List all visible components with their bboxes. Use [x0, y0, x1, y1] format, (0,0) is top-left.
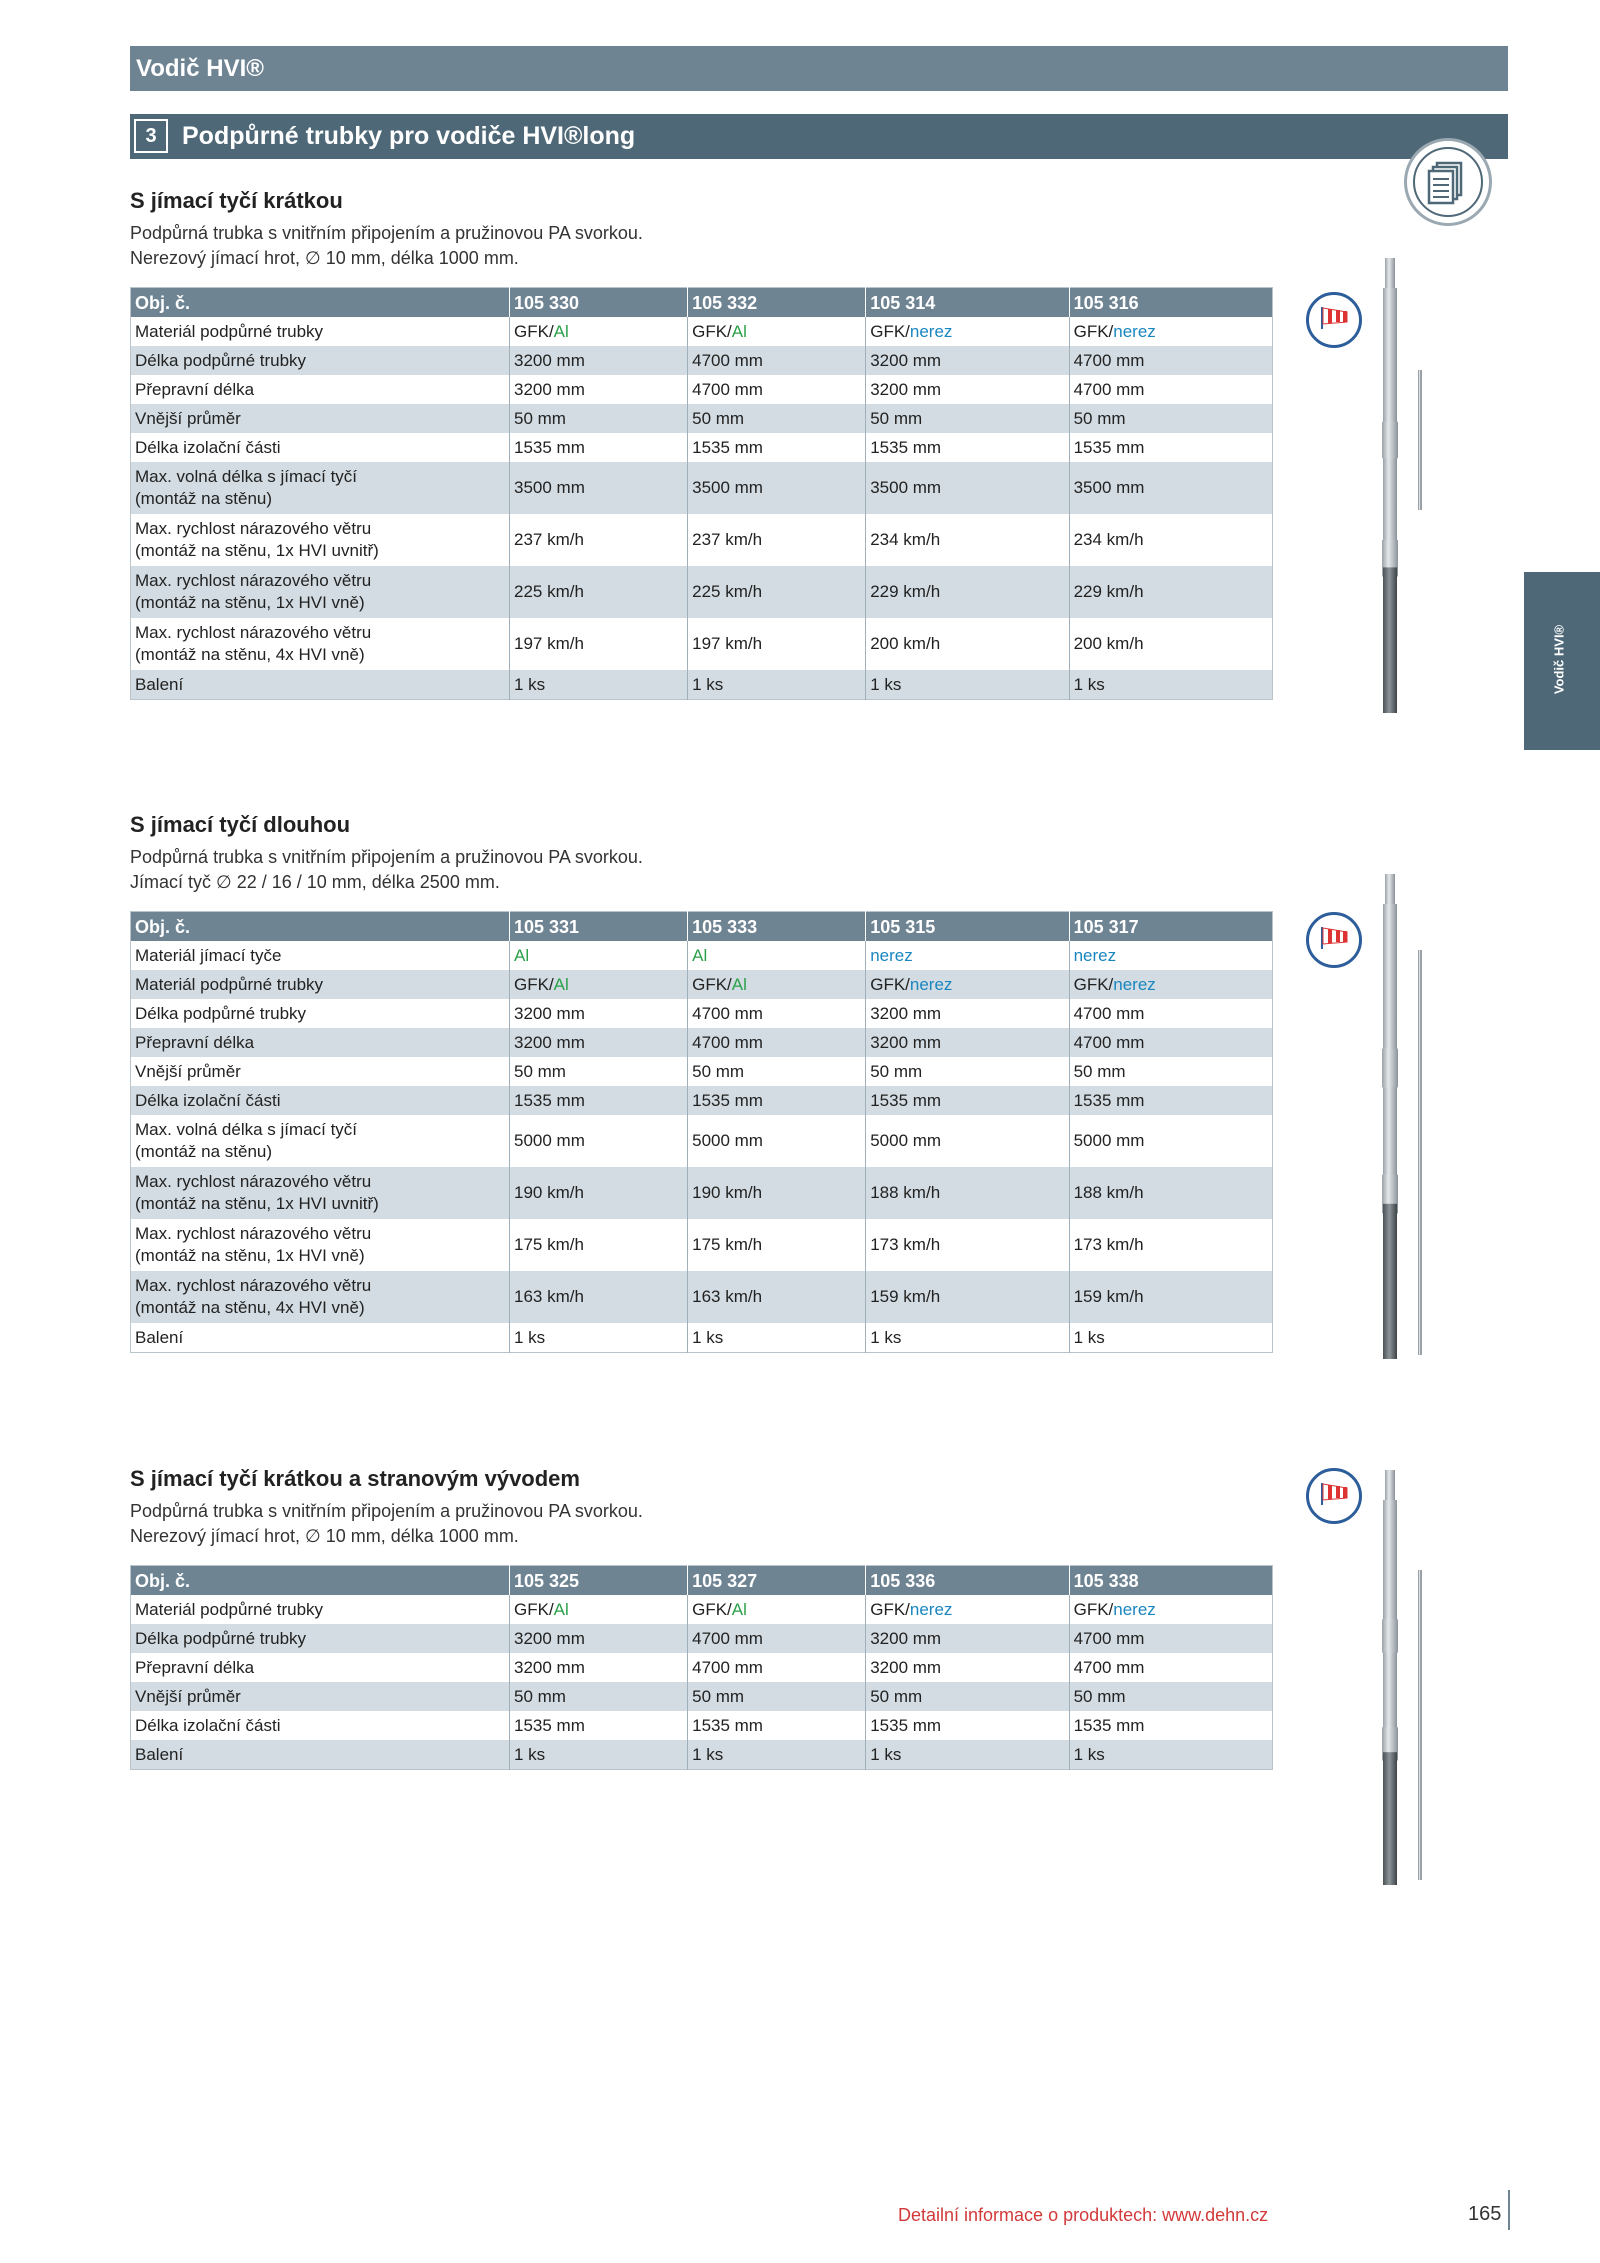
- description-line: Nerezový jímací hrot, ∅ 10 mm, délka 1000 mm.: [130, 248, 519, 268]
- air-termination-rod-photo: [1416, 1570, 1424, 1885]
- row-label: [131, 1323, 510, 1353]
- row-label-line: Materiál jímací tyče: [135, 945, 282, 965]
- windsock-icon: [1306, 292, 1362, 348]
- table-cell: [510, 1595, 688, 1624]
- material-value: Al: [731, 974, 747, 994]
- table-cell: 1535 mm: [510, 1086, 688, 1115]
- table-cell: 173 km/h: [866, 1219, 1069, 1271]
- spec-table: [130, 287, 1273, 700]
- table-cell: [1069, 1595, 1272, 1624]
- table-cell: 229 km/h: [866, 566, 1069, 618]
- table-cell: 1 ks: [510, 1323, 688, 1353]
- row-label: [131, 1740, 510, 1770]
- row-label: [131, 618, 510, 670]
- table-cell: 3200 mm: [510, 1624, 688, 1653]
- table-cell: 4700 mm: [688, 1028, 866, 1057]
- table-row: [131, 970, 1273, 999]
- air-termination-rod-photo: [1416, 950, 1424, 1360]
- table-cell: 237 km/h: [688, 514, 866, 566]
- table-cell: 3200 mm: [866, 999, 1069, 1028]
- table-cell: 1 ks: [866, 1323, 1069, 1353]
- material-prefix: GFK/: [692, 321, 732, 341]
- table-cell: 5000 mm: [688, 1115, 866, 1167]
- table-cell: 50 mm: [510, 404, 688, 433]
- table-cell: 4700 mm: [1069, 1028, 1272, 1057]
- table-cell: 159 km/h: [1069, 1271, 1272, 1323]
- column-header-order-number: 105 330: [510, 288, 688, 318]
- table-cell: 4700 mm: [1069, 375, 1272, 404]
- table-row: [131, 1682, 1273, 1711]
- windsock-icon: [1306, 912, 1362, 968]
- table-cell: 1535 mm: [688, 433, 866, 462]
- column-header-label: Obj. č.: [131, 1566, 510, 1596]
- column-header-order-number: 105 332: [688, 288, 866, 318]
- material-prefix: GFK/: [870, 321, 910, 341]
- table-cell: 163 km/h: [688, 1271, 866, 1323]
- table-cell: [866, 317, 1069, 346]
- row-label: [131, 375, 510, 404]
- table-row: [131, 317, 1273, 346]
- row-label-line: Vnější průměr: [135, 1061, 241, 1081]
- material-value: nerez: [909, 321, 953, 341]
- row-label-line: Materiál podpůrné trubky: [135, 321, 324, 341]
- table-row: [131, 1323, 1273, 1353]
- row-label: [131, 1115, 510, 1167]
- table-cell: 1535 mm: [866, 1086, 1069, 1115]
- row-label-line: Balení: [135, 1327, 184, 1347]
- table-row: [131, 618, 1273, 670]
- table-cell: 4700 mm: [688, 1653, 866, 1682]
- table-cell: [1069, 317, 1272, 346]
- section-number: 3: [134, 119, 168, 153]
- table-cell: 163 km/h: [510, 1271, 688, 1323]
- block-description: [130, 845, 643, 895]
- row-label-line: Délka podpůrné trubky: [135, 1628, 307, 1648]
- table-row: [131, 1167, 1273, 1219]
- row-label: [131, 1624, 510, 1653]
- table-row: [131, 462, 1273, 514]
- table-cell: 50 mm: [866, 1057, 1069, 1086]
- material-prefix: GFK/: [870, 974, 910, 994]
- table-cell: 225 km/h: [688, 566, 866, 618]
- block-description: [130, 221, 643, 271]
- page-number: 165: [1468, 2203, 1502, 2225]
- table-cell: 3200 mm: [510, 346, 688, 375]
- row-label: [131, 1219, 510, 1271]
- table-cell: 1535 mm: [510, 1711, 688, 1740]
- row-label-line: (montáž na stěnu): [135, 489, 273, 508]
- table-cell: [510, 941, 688, 970]
- material-value: nerez: [909, 1599, 953, 1619]
- row-label: [131, 346, 510, 375]
- row-label-line: (montáž na stěnu, 1x HVI vně): [135, 593, 365, 612]
- table-row: [131, 1028, 1273, 1057]
- material-value: nerez: [1113, 974, 1156, 994]
- column-header-order-number: 105 338: [1069, 1566, 1272, 1596]
- table-cell: 50 mm: [688, 1057, 866, 1086]
- table-cell: 50 mm: [510, 1682, 688, 1711]
- table-row: [131, 566, 1273, 618]
- table-cell: 3200 mm: [510, 999, 688, 1028]
- table-cell: 229 km/h: [1069, 566, 1272, 618]
- table-row: [131, 670, 1273, 700]
- table-cell: 1 ks: [510, 1740, 688, 1770]
- product-photo: [1376, 258, 1406, 718]
- material-value: nerez: [909, 974, 953, 994]
- table-cell: 50 mm: [866, 1682, 1069, 1711]
- product-photo: [1376, 874, 1406, 1364]
- table-cell: 1535 mm: [1069, 433, 1272, 462]
- table-row: [131, 1595, 1273, 1624]
- column-header-order-number: 105 316: [1069, 288, 1272, 318]
- table-cell: 4700 mm: [688, 999, 866, 1028]
- table-cell: 1 ks: [688, 670, 866, 700]
- page-number-divider: [1508, 2190, 1510, 2230]
- material-prefix: GFK/: [870, 1599, 910, 1619]
- row-label-line: Délka podpůrné trubky: [135, 350, 307, 370]
- row-label: [131, 1653, 510, 1682]
- documents-icon[interactable]: [1404, 138, 1492, 226]
- material-value: nerez: [1113, 1599, 1156, 1619]
- description-line: Podpůrná trubka s vnitřním připojením a pružinovou PA svorkou.: [130, 847, 643, 867]
- material-prefix: GFK/: [514, 974, 554, 994]
- material-value: Al: [692, 945, 708, 965]
- description-line: Podpůrná trubka s vnitřním připojením a pružinovou PA svorkou.: [130, 223, 643, 243]
- table-cell: [510, 970, 688, 999]
- table-cell: 50 mm: [510, 1057, 688, 1086]
- table-cell: 1535 mm: [688, 1086, 866, 1115]
- row-label: [131, 1682, 510, 1711]
- table-row: [131, 1086, 1273, 1115]
- table-cell: [688, 317, 866, 346]
- row-label-line: Délka izolační části: [135, 437, 281, 457]
- table-cell: 5000 mm: [1069, 1115, 1272, 1167]
- block-title: S jímací tyčí krátkou: [130, 188, 343, 213]
- row-label: [131, 462, 510, 514]
- table-cell: 50 mm: [1069, 1682, 1272, 1711]
- row-label-line: Max. rychlost nárazového větru: [135, 1224, 372, 1243]
- material-value: Al: [553, 1599, 569, 1619]
- description-line: Nerezový jímací hrot, ∅ 10 mm, délka 1000 mm.: [130, 1526, 519, 1546]
- table-cell: 3200 mm: [510, 1653, 688, 1682]
- row-label-line: Délka podpůrné trubky: [135, 1003, 307, 1023]
- side-tab-label: Vodič HVI®: [1551, 624, 1567, 695]
- table-cell: 200 km/h: [866, 618, 1069, 670]
- column-header-order-number: 105 331: [510, 912, 688, 942]
- table-cell: 3200 mm: [510, 375, 688, 404]
- spec-table: [130, 1565, 1273, 1770]
- table-cell: 50 mm: [1069, 1057, 1272, 1086]
- row-label: [131, 1028, 510, 1057]
- table-cell: 225 km/h: [510, 566, 688, 618]
- product-photo: [1376, 1470, 1406, 1890]
- material-prefix: GFK/: [1073, 321, 1114, 341]
- table-cell: 175 km/h: [510, 1219, 688, 1271]
- page-header-title: Vodič HVI®: [136, 55, 264, 82]
- block-title: S jímací tyčí krátkou a stranovým vývodem: [130, 1466, 580, 1491]
- row-label: [131, 670, 510, 700]
- row-label-line: (montáž na stěnu, 1x HVI uvnitř): [135, 1194, 379, 1213]
- table-cell: 188 km/h: [866, 1167, 1069, 1219]
- row-label: [131, 566, 510, 618]
- section-title: Podpůrné trubky pro vodiče HVI®long: [182, 122, 636, 150]
- table-cell: 50 mm: [1069, 404, 1272, 433]
- windsock-icon: [1306, 1468, 1362, 1524]
- row-label: [131, 1595, 510, 1624]
- table-cell: 5000 mm: [510, 1115, 688, 1167]
- block-title: S jímací tyčí dlouhou: [130, 812, 351, 837]
- row-label: [131, 1057, 510, 1086]
- table-cell: [1069, 941, 1272, 970]
- spec-table: [130, 911, 1273, 1353]
- air-termination-rod-photo: [1416, 370, 1424, 515]
- table-cell: 1 ks: [866, 1740, 1069, 1770]
- row-label-line: Přepravní délka: [135, 1657, 255, 1677]
- table-cell: [510, 317, 688, 346]
- material-value: nerez: [1073, 945, 1117, 965]
- table-row: [131, 346, 1273, 375]
- row-label-line: Max. rychlost nárazového větru: [135, 1172, 372, 1191]
- column-header-label: Obj. č.: [131, 912, 510, 942]
- table-cell: 4700 mm: [688, 375, 866, 404]
- table-cell: 1535 mm: [1069, 1086, 1272, 1115]
- table-cell: 3200 mm: [866, 1653, 1069, 1682]
- material-value: Al: [553, 321, 569, 341]
- table-cell: 1 ks: [1069, 1740, 1272, 1770]
- side-tab[interactable]: [1524, 572, 1600, 750]
- row-label-line: Délka izolační části: [135, 1715, 281, 1735]
- row-label-line: Max. volná délka s jímací tyčí: [135, 467, 358, 486]
- row-label-line: Vnější průměr: [135, 408, 241, 428]
- table-cell: 237 km/h: [510, 514, 688, 566]
- row-label-line: Přepravní délka: [135, 1032, 255, 1052]
- table-cell: 5000 mm: [866, 1115, 1069, 1167]
- row-label-line: (montáž na stěnu): [135, 1142, 273, 1161]
- column-header-order-number: 105 325: [510, 1566, 688, 1596]
- description-line: Podpůrná trubka s vnitřním připojením a pružinovou PA svorkou.: [130, 1501, 643, 1521]
- table-cell: 3500 mm: [866, 462, 1069, 514]
- table-cell: [866, 941, 1069, 970]
- row-label-line: Délka izolační části: [135, 1090, 281, 1110]
- column-header-order-number: 105 315: [866, 912, 1069, 942]
- table-cell: 197 km/h: [688, 618, 866, 670]
- table-cell: 3200 mm: [510, 1028, 688, 1057]
- table-cell: 234 km/h: [1069, 514, 1272, 566]
- table-cell: 175 km/h: [688, 1219, 866, 1271]
- row-label-line: Materiál podpůrné trubky: [135, 974, 324, 994]
- table-cell: 1 ks: [1069, 670, 1272, 700]
- table-cell: 3200 mm: [866, 375, 1069, 404]
- table-cell: 50 mm: [688, 404, 866, 433]
- table-row: [131, 1740, 1273, 1770]
- column-header-order-number: 105 336: [866, 1566, 1069, 1596]
- material-value: Al: [553, 974, 569, 994]
- table-cell: 3200 mm: [866, 1028, 1069, 1057]
- footer-link[interactable]: Detailní informace o produktech: www.dehn.cz: [898, 2205, 1269, 2225]
- row-label-line: Max. volná délka s jímací tyčí: [135, 1120, 358, 1139]
- column-header-order-number: 105 314: [866, 288, 1069, 318]
- column-header-order-number: 105 317: [1069, 912, 1272, 942]
- table-cell: 3500 mm: [510, 462, 688, 514]
- row-label-line: Balení: [135, 674, 184, 694]
- table-cell: 4700 mm: [1069, 346, 1272, 375]
- column-header-label: Obj. č.: [131, 288, 510, 318]
- table-cell: 50 mm: [688, 1682, 866, 1711]
- material-value: nerez: [870, 945, 913, 965]
- table-row: [131, 1115, 1273, 1167]
- row-label: [131, 1086, 510, 1115]
- row-label: [131, 1711, 510, 1740]
- material-value: nerez: [1113, 321, 1156, 341]
- table-header-row: [131, 288, 1273, 318]
- table-cell: 1 ks: [688, 1740, 866, 1770]
- table-cell: 4700 mm: [688, 1624, 866, 1653]
- table-row: [131, 375, 1273, 404]
- table-row: [131, 1624, 1273, 1653]
- table-cell: 4700 mm: [1069, 1653, 1272, 1682]
- table-cell: 190 km/h: [688, 1167, 866, 1219]
- material-prefix: GFK/: [514, 321, 554, 341]
- row-label: [131, 514, 510, 566]
- row-label-line: (montáž na stěnu, 1x HVI vně): [135, 1246, 365, 1265]
- row-label: [131, 970, 510, 999]
- table-row: [131, 1219, 1273, 1271]
- row-label-line: Materiál podpůrné trubky: [135, 1599, 324, 1619]
- table-cell: 1 ks: [688, 1323, 866, 1353]
- row-label-line: (montáž na stěnu, 1x HVI uvnitř): [135, 541, 379, 560]
- table-cell: [1069, 970, 1272, 999]
- table-row: [131, 1271, 1273, 1323]
- table-cell: 1 ks: [510, 670, 688, 700]
- table-row: [131, 999, 1273, 1028]
- material-value: Al: [731, 321, 747, 341]
- table-cell: [866, 1595, 1069, 1624]
- material-prefix: GFK/: [514, 1599, 554, 1619]
- material-prefix: GFK/: [692, 974, 732, 994]
- table-cell: 4700 mm: [688, 346, 866, 375]
- table-row: [131, 433, 1273, 462]
- description-line: Jímací tyč ∅ 22 / 16 / 10 mm, délka 2500 mm.: [130, 872, 500, 892]
- table-cell: 3200 mm: [866, 346, 1069, 375]
- row-label-line: Max. rychlost nárazového větru: [135, 1276, 372, 1295]
- row-label-line: Balení: [135, 1744, 184, 1764]
- table-cell: 1535 mm: [866, 433, 1069, 462]
- table-cell: 190 km/h: [510, 1167, 688, 1219]
- table-cell: 3500 mm: [1069, 462, 1272, 514]
- table-cell: 234 km/h: [866, 514, 1069, 566]
- table-cell: 3500 mm: [688, 462, 866, 514]
- table-cell: 197 km/h: [510, 618, 688, 670]
- table-cell: 1535 mm: [866, 1711, 1069, 1740]
- row-label-line: (montáž na stěnu, 4x HVI vně): [135, 1298, 365, 1317]
- material-prefix: GFK/: [1073, 1599, 1114, 1619]
- table-cell: 4700 mm: [1069, 1624, 1272, 1653]
- row-label: [131, 999, 510, 1028]
- table-cell: [866, 970, 1069, 999]
- row-label: [131, 941, 510, 970]
- row-label: [131, 433, 510, 462]
- table-header-row: [131, 912, 1273, 942]
- table-row: [131, 404, 1273, 433]
- column-header-order-number: 105 333: [688, 912, 866, 942]
- table-cell: 1 ks: [1069, 1323, 1272, 1353]
- table-row: [131, 1711, 1273, 1740]
- table-cell: 1535 mm: [510, 433, 688, 462]
- row-label: [131, 404, 510, 433]
- row-label: [131, 1271, 510, 1323]
- page-header-bar: [130, 46, 1508, 91]
- column-header-order-number: 105 327: [688, 1566, 866, 1596]
- section-header-bar: [130, 114, 1508, 159]
- row-label-line: Vnější průměr: [135, 1686, 241, 1706]
- table-header-row: [131, 1566, 1273, 1596]
- table-cell: [688, 970, 866, 999]
- table-row: [131, 1653, 1273, 1682]
- table-cell: 173 km/h: [1069, 1219, 1272, 1271]
- table-cell: [688, 1595, 866, 1624]
- material-value: Al: [514, 945, 530, 965]
- table-cell: 1 ks: [866, 670, 1069, 700]
- row-label-line: Přepravní délka: [135, 379, 255, 399]
- table-cell: 3200 mm: [866, 1624, 1069, 1653]
- row-label: [131, 1167, 510, 1219]
- row-label: [131, 317, 510, 346]
- material-prefix: GFK/: [692, 1599, 732, 1619]
- block-description: [130, 1499, 643, 1549]
- table-row: [131, 514, 1273, 566]
- row-label-line: Max. rychlost nárazového větru: [135, 571, 372, 590]
- row-label-line: (montáž na stěnu, 4x HVI vně): [135, 645, 365, 664]
- material-prefix: GFK/: [1073, 974, 1114, 994]
- table-cell: 1535 mm: [1069, 1711, 1272, 1740]
- table-cell: 4700 mm: [1069, 999, 1272, 1028]
- table-cell: 50 mm: [866, 404, 1069, 433]
- table-cell: 1535 mm: [688, 1711, 866, 1740]
- table-cell: 200 km/h: [1069, 618, 1272, 670]
- material-value: Al: [731, 1599, 747, 1619]
- table-cell: [688, 941, 866, 970]
- table-cell: 159 km/h: [866, 1271, 1069, 1323]
- table-row: [131, 941, 1273, 970]
- row-label-line: Max. rychlost nárazového větru: [135, 623, 372, 642]
- row-label-line: Max. rychlost nárazového větru: [135, 519, 372, 538]
- table-cell: 188 km/h: [1069, 1167, 1272, 1219]
- table-row: [131, 1057, 1273, 1086]
